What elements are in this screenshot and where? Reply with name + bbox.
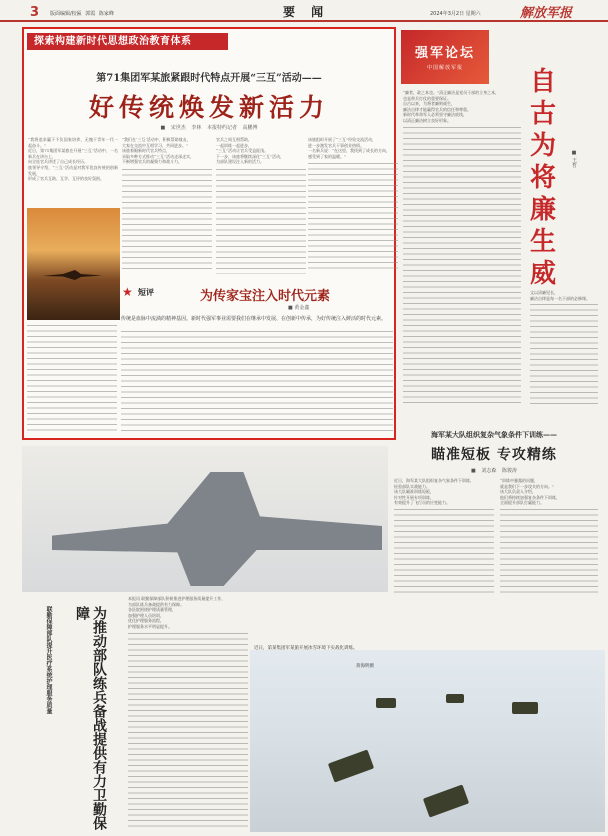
newspaper-logo: 解放军报	[520, 6, 573, 21]
text-filler	[128, 633, 248, 829]
snow-training-photo	[250, 606, 605, 832]
opinion-author: ■ 王哲	[571, 150, 577, 168]
page-header	[0, 0, 608, 22]
aircraft-silhouette	[42, 270, 102, 280]
feature-column-1: “我将追求赢下不负国家培养，无愧于青年一代一起奋斗。” 近日，第71集团军某旅在开展“三互”活动中，一名新兵在讲台上， 向全连官兵讲述了自己成长经历。 旅领导介绍，“三互”活动是对我军优良传统的创新发展， 形成了官兵互助、互学、互评的良好氛围。	[28, 137, 118, 182]
text-filler	[500, 509, 598, 597]
opinion-body: “廉者，政之本也。”清正廉洁是党员干部的立身之本， 也是带兵打仗的重要保证。 自古以来，为将者廉则威生， 廉洁自律才能赢得官兵的信任和尊重。 新时代革命军人必须坚守廉洁底线， 以清正廉洁树立良好形象。	[403, 90, 521, 408]
text-filler	[403, 127, 521, 407]
bottom-subtitle: 联勤保障部队提升医疗系统护理服务质量	[45, 606, 52, 714]
jet-flight-photo	[22, 446, 388, 592]
editor-meta: 版面编辑/校匾 郭霞 陈家峰	[50, 11, 114, 17]
forum-banner	[401, 30, 489, 84]
drill-byline: ■ 刘志森 陈骏涛	[471, 468, 517, 474]
photo-credit: 蒋海明摄	[356, 664, 374, 669]
feature-headline: 好传统焕发新活力	[88, 93, 329, 122]
drill-column-1: 近日，海军某大队组织复杂气象条件下训练， 检验部队实战能力。 该大队瞄准训练短板， 针对性开展专项训练， 有效提升了飞行员的应变能力。	[394, 478, 494, 598]
forum-subtitle: 中国解放军报	[426, 65, 463, 71]
military-truck	[376, 698, 396, 708]
military-truck	[512, 702, 538, 714]
opinion-headline: 自古为将廉生威	[529, 67, 556, 289]
commentary-title: 为传家宝注入时代元素	[200, 289, 331, 304]
text-filler	[308, 163, 398, 273]
feature-column-4: 该旅组织开展了“三互”经验交流活动， 进一步激发官兵干事创业热情。 一名新兵说：“在这里，我找到了成长的方向， 感受到了家的温暖。”	[308, 137, 398, 282]
commentary-tag: 短评	[138, 288, 154, 297]
star-icon: ★	[122, 285, 133, 299]
bottom-headline: 为推动部队练兵备战提供有力卫勤保障	[74, 606, 107, 830]
text-filler	[530, 304, 598, 404]
feature-column-2: “我们在‘三互’活动中，积极帮助战友， 大家在交流中互相学习，共同进步。” 该旅着眼新时代官兵特点， 采取多种方式推动“三互”活动走深走实， 不断增强官兵的凝聚力和战斗力。	[122, 137, 212, 282]
photo-caption: 近日，第某集团军某旅开展冰雪环境下实战化训练。	[254, 646, 358, 651]
military-truck	[423, 784, 469, 817]
commentary-body: 传统是血脉中流淌的精神基因。新时代强军事业需要我们在继承中发展、在创新中传承，为好传统注入鲜活的时代元素。	[121, 316, 387, 322]
text-filler	[121, 331, 393, 431]
military-truck	[446, 694, 464, 703]
feature-article[interactable]	[22, 27, 396, 440]
text-filler	[216, 169, 306, 274]
opinion-body-2: 文以清廉见长， 廉洁自律是每一名干部的必修课。	[530, 290, 598, 408]
drill-column-2: “训练中暴露的问题， 就是我们下一步攻关的方向。” 该大队负责人介绍， 他们将持续加强复杂条件下训练， 全面提升部队打赢能力。	[500, 478, 598, 598]
page-number: 3	[30, 5, 40, 20]
aircraft-sunset-photo	[27, 208, 120, 320]
bottom-body: 本报讯 联勤保障部队积极推进护理服务质量提升工作， 为部队练兵备战提供有力保障。 各医院围绕护理质量管理， 加强护理人员培训， 优化护理服务流程， 护理服务水平明显提升。	[128, 596, 248, 832]
feature-byline: ■ 宋世杰 李林 本报特约记者 高鹏博	[160, 125, 258, 131]
section-title: 要 闻	[283, 5, 330, 19]
military-truck	[328, 749, 374, 782]
feature-tag: 探索构建新时代思想政治教育体系	[27, 33, 228, 50]
commentary-author: ■ 黄金鑫	[288, 305, 310, 311]
fighter-jet	[52, 466, 382, 586]
text-filler	[122, 169, 212, 269]
caption-area	[250, 606, 605, 650]
drill-kicker: 海军某大队组织复杂气象条件下训练——	[431, 430, 557, 439]
feature-column-3: 官兵之间互相帮助， 一起训练一起进步， “三互”活动让官兵受益匪浅。 下一步，该旅将继续深化“三互”活动， 为部队建设注入新的活力。	[216, 137, 306, 282]
forum-title: 强军论坛	[414, 46, 475, 61]
drill-headline: 瞄准短板 专攻精练	[431, 447, 557, 463]
text-filler	[394, 509, 494, 597]
issue-date: 2024年3月2日 星期六	[430, 11, 481, 17]
feature-kicker: 第71集团军某旅紧跟时代特点开展“三互”活动——	[96, 73, 322, 84]
text-filler	[27, 325, 117, 431]
